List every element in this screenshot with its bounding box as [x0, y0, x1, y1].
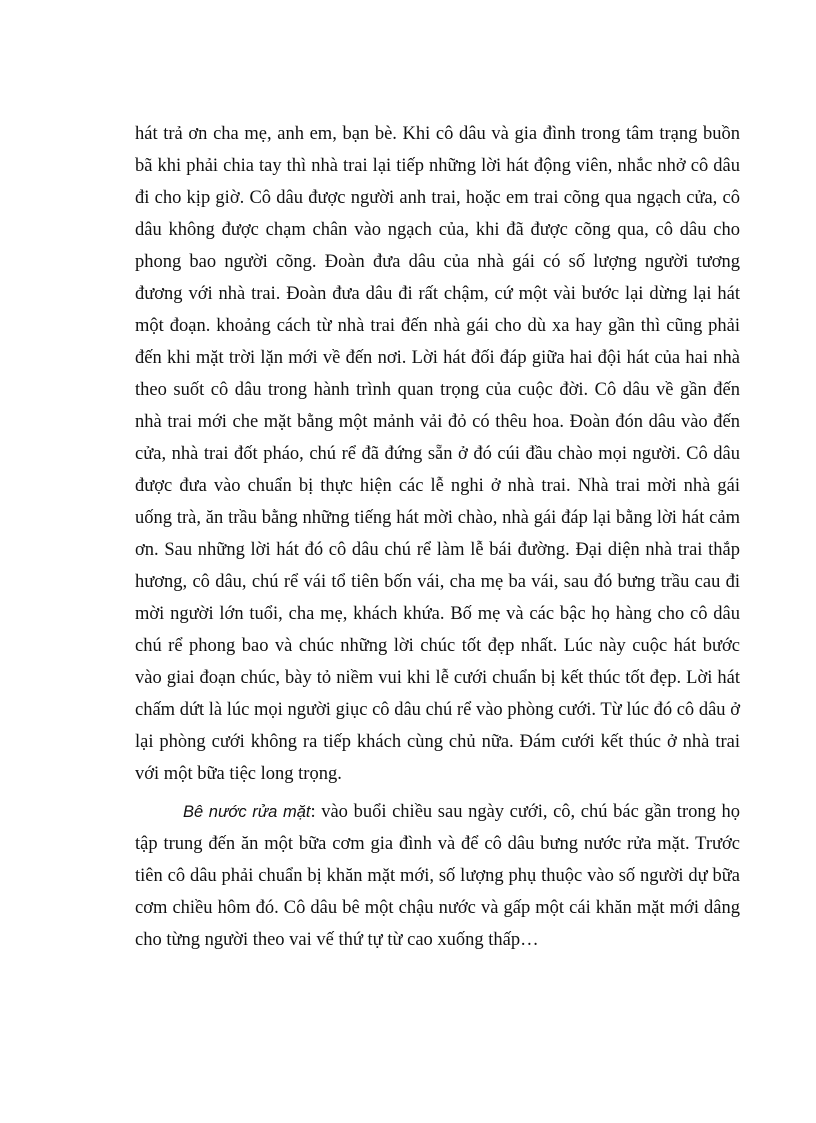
paragraph-face-washing-ritual — [135, 796, 740, 956]
body-text — [135, 118, 740, 956]
ritual-description: : vào buổi chiều sau ngày cưới, cô, chú bác gần trong họ tập trung đến ăn một bữa cơm gia đình và để cô dâu bưng nước rửa mặt. Trước tiên cô dâu phải chuẩn bị khăn mặt mới, số lượng phụ thuộc vào số người dự bữa cơm chiều hôm đó. Cô dâu bê một chậu nước và gấp một cái khăn mặt mới dâng cho từng người theo vai vế thứ tự từ cao xuống thấp… — [135, 802, 740, 950]
ritual-term: Bê nước rửa mặt — [183, 803, 311, 821]
paragraph-wedding-procession: hát trả ơn cha mẹ, anh em, bạn bè. Khi cô dâu và gia đình trong tâm trạng buồn bã khi phải chia tay thì nhà trai lại tiếp những lời hát động viên, nhắc nhở cô dâu đi cho kịp giờ. Cô dâu được người anh trai, hoặc em trai cõng qua ngạch cửa, cô dâu không được chạm chân vào ngạch của, khi đã được cõng qua, cô dâu cho phong bao người cõng. Đoàn đưa dâu của nhà gái có số lượng người tương đương với nhà trai. Đoàn đưa dâu đi rất chậm, cứ một vài bước lại dừng lại hát một đoạn. khoảng cách từ nhà trai đến nhà gái cho dù xa hay gần thì cũng phải đến khi mặt trời lặn mới về đến nơi. Lời hát đối đáp giữa hai đội hát của hai nhà theo suốt cô dâu trong hành trình quan trọng của cuộc đời. Cô dâu về gần đến nhà trai mới che mặt bằng một mảnh vải đỏ có thêu hoa. Đoàn đón dâu vào đến cửa, nhà trai đốt pháo, chú rể đã đứng sẵn ở đó cúi đầu chào mọi người. Cô dâu được đưa vào chuẩn bị thực hiện các lễ nghi ở nhà trai. Nhà trai mời nhà gái uống trà, ăn trầu bằng những tiếng hát mời chào, nhà gái đáp lại bằng lời hát cảm ơn. Sau những lời hát đó cô dâu chú rể làm lễ bái đường. Đại diện nhà trai thắp hương, cô dâu, chú rể vái tổ tiên bốn vái, cha mẹ ba vái, sau đó bưng trầu cau đi mời người lớn tuổi, cha mẹ, khách khứa. Bố mẹ và các bậc họ hàng cho cô dâu chú rể phong bao và chúc những lời chúc tốt đẹp nhất. Lúc này cuộc hát bước vào giai đoạn chúc, bày tỏ niềm vui khi lễ cưới chuẩn bị kết thúc tốt đẹp. Lời hát chấm dứt là lúc mọi người giục cô dâu chú rể vào phòng cưới. Từ lúc đó cô dâu ở lại phòng cưới không ra tiếp khách cùng chủ nữa. Đám cưới kết thúc ở nhà trai với một bữa tiệc long trọng. — [135, 124, 740, 784]
